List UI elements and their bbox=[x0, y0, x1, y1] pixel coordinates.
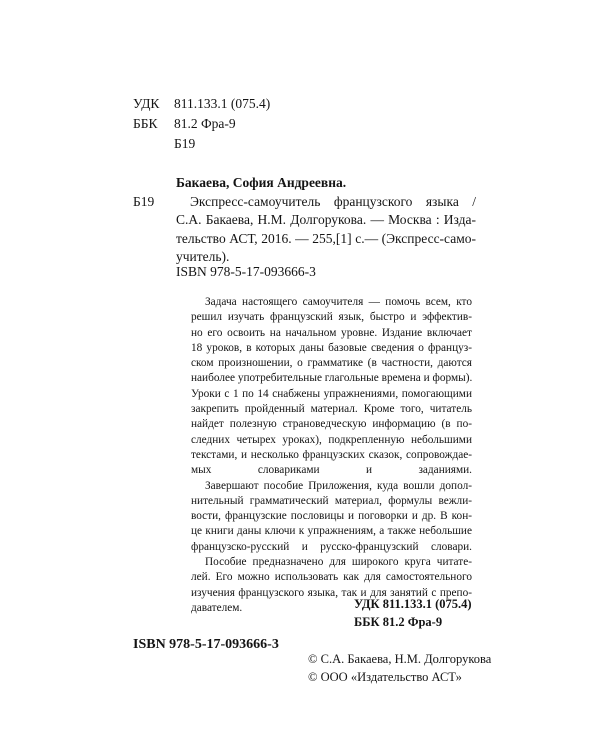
bbk-label: ББК bbox=[133, 116, 158, 131]
bottom-isbn: ISBN 978-5-17-093666-3 bbox=[133, 637, 279, 652]
card-author: Бакаева, София Андреевна. bbox=[176, 175, 347, 190]
author-sign: Б19 bbox=[174, 136, 196, 151]
card-description-line: учитель). bbox=[176, 249, 230, 265]
annotation-line: нительный грамматический материал, формулы вежли- bbox=[191, 494, 472, 507]
bottom-udk: УДК 811.133.1 (075.4) bbox=[354, 597, 472, 611]
annotation-line: ском произношении, о грамматике (в частности, даются bbox=[191, 357, 472, 370]
annotation-line: решил изучать французский язык, быстро и эффектив- bbox=[191, 311, 472, 324]
annotation-line: мых словариками и заданиями. bbox=[191, 464, 472, 477]
annotation-line: но его освоить на начальном уровне. Издание включает bbox=[191, 326, 472, 339]
bbk-row bbox=[133, 115, 236, 133]
annotation-line: изучения французского языка, так и для занятий с препо- bbox=[191, 586, 472, 599]
annotation-line: найдет полезную страноведческую информацию (в по- bbox=[191, 418, 472, 431]
annotation bbox=[191, 295, 472, 616]
annotation-line: це книги даны ключи к упражнениям, а также небольшие bbox=[191, 525, 472, 538]
bottom-bbk: ББК 81.2 Фра-9 bbox=[354, 615, 443, 629]
annotation-line: лей. Его можно использовать как для самостоятельного bbox=[191, 571, 472, 584]
udk-value: 811.133.1 (075.4) bbox=[174, 96, 271, 111]
bbk-value: 81.2 Фра-9 bbox=[174, 116, 236, 131]
annotation-line: закрепить пройденный материал. Кроме того, читатель bbox=[191, 403, 472, 416]
annotation-line: текстами, и несколько французских сказок, сопровождае- bbox=[191, 448, 472, 461]
catalog-card bbox=[176, 174, 476, 267]
annotation-line: Уроки с 1 по 14 снабжены упражнениями, помогающими bbox=[191, 387, 472, 400]
card-isbn: ISBN 978-5-17-093666-3 bbox=[176, 264, 316, 279]
annotation-line: Задача настоящего самоучителя — помочь всем, кто bbox=[205, 296, 472, 308]
udk-row bbox=[133, 95, 270, 113]
annotation-line: наиболее употребительные глагольные времена и формы). bbox=[191, 372, 473, 385]
annotation-line: 18 уроков, в которых даны базовые сведения о француз- bbox=[191, 341, 472, 354]
udk-label: УДК bbox=[133, 96, 160, 111]
card-sign: Б19 bbox=[133, 194, 155, 209]
copyright-line-authors: © С.А. Бакаева, Н.М. Долгорукова bbox=[308, 652, 492, 666]
card-description-line: С.А. Бакаева, Н.М. Долгорукова. — Москва : Изда- bbox=[176, 212, 476, 228]
annotation-line: Пособие предназначено для широкого круга читате- bbox=[205, 556, 472, 569]
card-description-line: тельство АСТ, 2016. — 255,[1] с.— (Экспресс-само- bbox=[176, 230, 476, 246]
annotation-line: вости, французские пословицы и поговорки и др. В кон- bbox=[191, 510, 472, 523]
annotation-line: давателем. bbox=[191, 601, 243, 614]
card-description-line: Экспресс-самоучитель французского языка / bbox=[190, 193, 476, 209]
annotation-line: следних четырех уроках), подкрепленную небольшими bbox=[191, 433, 472, 446]
annotation-line: французско-русский и русско-французский словари. bbox=[191, 540, 472, 553]
copyright-line-publisher: © ООО «Издательство АСТ» bbox=[308, 670, 462, 684]
annotation-line: Завершают пособие Приложения, куда вошли допол- bbox=[205, 479, 472, 492]
